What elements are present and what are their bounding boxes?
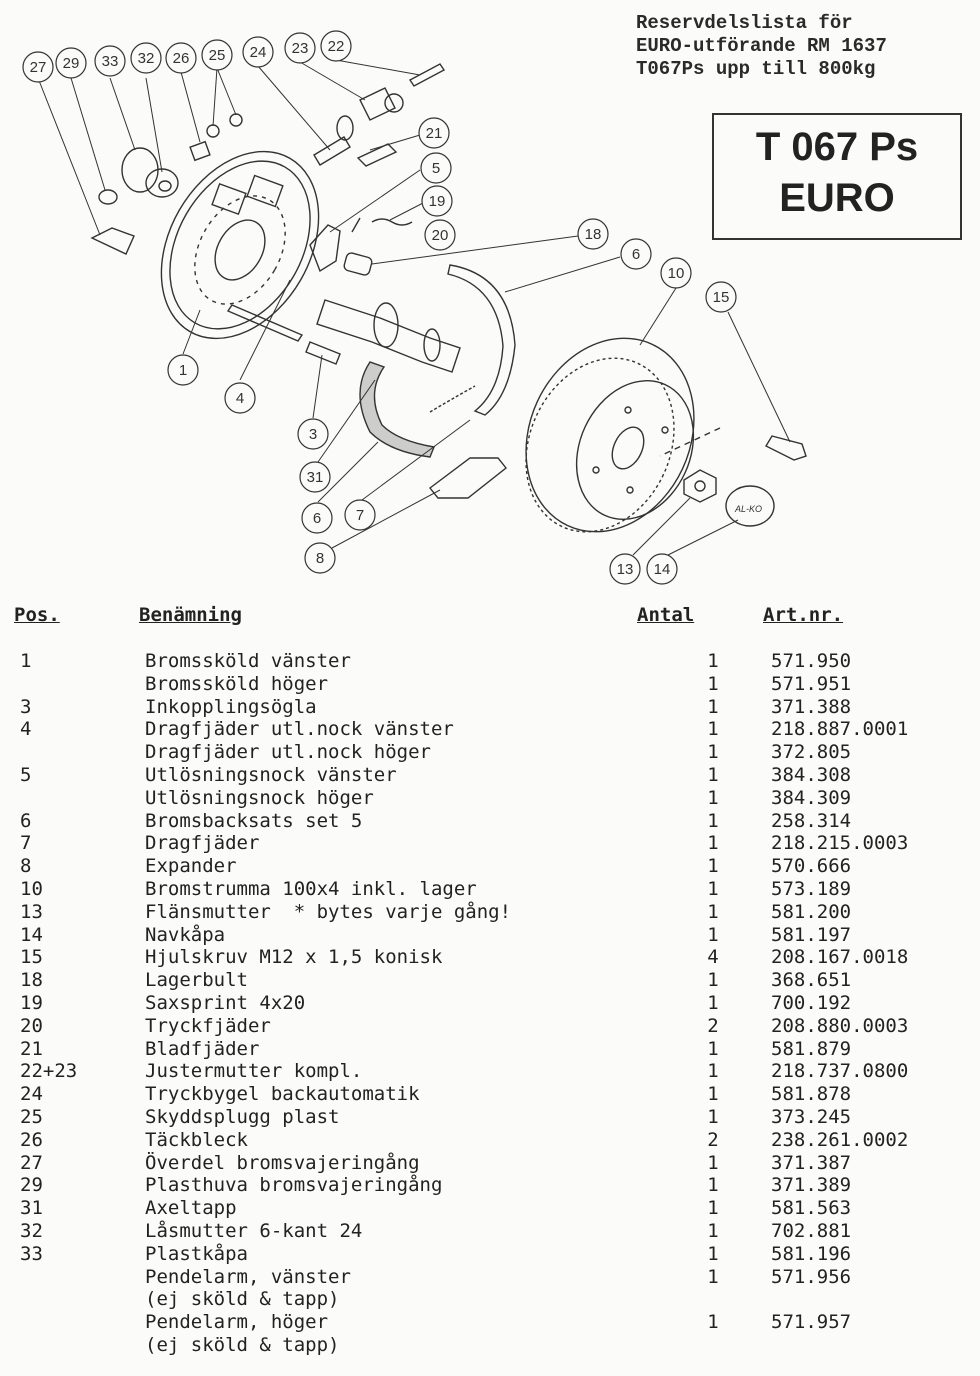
callout-label: 1 <box>178 362 188 379</box>
qty-cell: 1 <box>707 1105 719 1128</box>
pos-cell: 18 <box>20 969 43 992</box>
callout-13 <box>610 554 640 584</box>
qty-cell: 1 <box>707 1265 719 1288</box>
table-row <box>14 1334 971 1357</box>
model-code: T 067 Ps <box>755 125 919 169</box>
pos-cell: 29 <box>20 1174 43 1197</box>
table-row <box>14 992 971 1015</box>
header-line-1: Reservdelslista för <box>636 12 853 34</box>
callout-label: 21 <box>425 125 443 142</box>
art-cell: 218.215.0003 <box>771 832 909 855</box>
art-cell: 581.879 <box>771 1037 852 1060</box>
name-cell: Inkopplingsögla <box>145 695 317 718</box>
callout-label: 32 <box>137 50 155 67</box>
art-cell: 570.666 <box>771 855 852 878</box>
pos-cell: 19 <box>20 991 43 1014</box>
callout-label: 13 <box>616 561 634 578</box>
art-cell: 208.167.0018 <box>771 946 909 969</box>
callout-23 <box>285 33 315 63</box>
name-cell: Skyddsplugg plast <box>145 1105 340 1128</box>
name-cell: Expander <box>145 855 237 878</box>
callout-32 <box>131 43 161 73</box>
table-row <box>14 1015 971 1038</box>
table-row <box>14 1060 971 1083</box>
art-cell: 571.950 <box>771 650 852 672</box>
table-row <box>14 1243 971 1266</box>
qty-cell: 1 <box>707 855 719 878</box>
pos-cell: 4 <box>20 718 32 741</box>
table-row <box>14 696 971 719</box>
art-cell: 581.563 <box>771 1197 852 1220</box>
art-cell: 218.737.0800 <box>771 1060 909 1083</box>
art-cell: 571.951 <box>771 672 852 695</box>
callout-label: 8 <box>315 550 325 567</box>
pos-cell: 10 <box>20 877 43 900</box>
pos-cell <box>14 1288 145 1311</box>
callout-27 <box>23 52 53 82</box>
art-cell: 372.805 <box>771 741 852 764</box>
name-cell: (ej sköld & tapp) <box>145 1288 340 1311</box>
name-cell: Bromsbacksats set 5 <box>145 809 363 832</box>
name-cell: Navkåpa <box>145 923 226 946</box>
name-cell: Utlösningsnock vänster <box>145 763 397 786</box>
pos-cell: 26 <box>20 1128 43 1151</box>
name-cell: (ej sköld & tapp) <box>145 1333 340 1356</box>
name-cell: Tryckbygel backautomatik <box>145 1083 420 1106</box>
qty-cell: 4 <box>707 946 719 969</box>
qty-cell: 1 <box>707 650 719 672</box>
art-cell: 371.387 <box>771 1151 852 1174</box>
table-row <box>14 1038 971 1061</box>
callout-31 <box>300 462 330 492</box>
name-cell: Bromssköld vänster <box>145 650 351 672</box>
qty-cell: 1 <box>707 1151 719 1174</box>
art-cell: 371.389 <box>771 1174 852 1197</box>
pos-cell: 22+23 <box>20 1060 78 1083</box>
callout-label: 6 <box>631 246 641 263</box>
qty-cell: 1 <box>707 763 719 786</box>
callout-14 <box>647 554 677 584</box>
pos-cell: 21 <box>20 1037 43 1060</box>
table-row <box>14 1197 971 1220</box>
pos-cell <box>14 1311 145 1334</box>
name-cell: Täckbleck <box>145 1128 248 1151</box>
name-cell: Bromssköld höger <box>145 672 329 695</box>
table-row <box>14 1083 971 1106</box>
name-cell: Pendelarm, vänster <box>145 1265 351 1288</box>
qty-cell: 1 <box>707 969 719 992</box>
qty-cell: 1 <box>707 1219 719 1242</box>
qty-cell: 1 <box>707 718 719 741</box>
name-cell: Axeltapp <box>145 1197 237 1220</box>
col-header-pos: Pos. <box>14 604 60 626</box>
art-cell: 384.308 <box>771 763 852 786</box>
art-cell: 571.956 <box>771 1265 852 1288</box>
name-cell: Hjulskruv M12 x 1,5 konisk <box>145 946 443 969</box>
name-cell: Dragfjäder <box>145 832 260 855</box>
table-row <box>14 1311 971 1334</box>
name-cell: Pendelarm, höger <box>145 1311 329 1334</box>
table-row <box>14 1266 971 1289</box>
axle-stub-drawing <box>317 300 460 372</box>
pos-cell: 25 <box>20 1105 43 1128</box>
callout-10 <box>661 258 691 288</box>
callout-6 <box>621 239 651 269</box>
qty-cell: 1 <box>707 1060 719 1083</box>
qty-cell: 1 <box>707 1083 719 1106</box>
pos-cell: 5 <box>20 763 32 786</box>
pos-cell <box>14 1266 145 1289</box>
name-cell: Saxsprint 4x20 <box>145 991 306 1014</box>
callout-24 <box>243 37 273 67</box>
table-row <box>14 969 971 992</box>
pos-cell: 3 <box>20 695 32 718</box>
pos-cell: 8 <box>20 855 32 878</box>
art-cell: 702.881 <box>771 1219 852 1242</box>
pos-cell <box>14 787 145 810</box>
table-row <box>14 673 971 696</box>
callout-15 <box>706 282 736 312</box>
name-cell: Flänsmutter * bytes varje gång! <box>145 900 512 923</box>
qty-cell: 1 <box>707 877 719 900</box>
table-row <box>14 924 971 947</box>
table-row <box>14 810 971 833</box>
art-cell: 258.314 <box>771 809 852 832</box>
pos-cell: 6 <box>20 809 32 832</box>
qty-cell: 1 <box>707 1174 719 1197</box>
header-line-2: EURO-utförande RM 1637 <box>636 35 887 57</box>
callout-26 <box>166 43 196 73</box>
callout-label: 6 <box>312 510 322 527</box>
top-small-parts-drawing <box>190 64 444 166</box>
pos-cell <box>14 741 145 764</box>
pos-cell: 33 <box>20 1242 43 1265</box>
art-cell: 368.651 <box>771 969 852 992</box>
qty-cell: 1 <box>707 991 719 1014</box>
table-row <box>14 741 971 764</box>
callout-label: 7 <box>355 507 365 524</box>
callout-label: 15 <box>712 289 730 306</box>
cable-inlet-drawing <box>92 148 178 254</box>
callout-label: 19 <box>428 193 446 210</box>
qty-cell: 2 <box>707 1128 719 1151</box>
qty-cell: 1 <box>707 832 719 855</box>
callout-label: 33 <box>101 53 119 70</box>
name-cell: Överdel bromsvajeringång <box>145 1151 420 1174</box>
qty-cell: 1 <box>707 900 719 923</box>
brake-shoes-drawing <box>360 265 515 457</box>
callout-label: 3 <box>308 426 318 443</box>
name-cell: Tryckfjäder <box>145 1014 271 1037</box>
callout-22 <box>321 31 351 61</box>
art-cell: 700.192 <box>771 991 852 1014</box>
table-row <box>14 1174 971 1197</box>
parts-table <box>14 650 971 1357</box>
art-cell: 208.880.0003 <box>771 1014 909 1037</box>
art-cell <box>771 1334 971 1357</box>
art-cell: 581.200 <box>771 900 852 923</box>
table-row <box>14 1152 971 1175</box>
exploded-brake-diagram <box>0 0 980 600</box>
table-row <box>14 718 971 741</box>
name-cell: Plastkåpa <box>145 1242 248 1265</box>
name-cell: Justermutter kompl. <box>145 1060 363 1083</box>
name-cell: Dragfjäder utl.nock höger <box>145 741 431 764</box>
art-cell: 581.197 <box>771 923 852 946</box>
art-cell: 384.309 <box>771 786 852 809</box>
table-row <box>14 878 971 901</box>
brake-drum-drawing <box>495 311 725 560</box>
table-row <box>14 1106 971 1129</box>
table-row <box>14 1129 971 1152</box>
pos-cell: 15 <box>20 946 43 969</box>
pos-cell: 14 <box>20 923 43 946</box>
table-row <box>14 650 971 673</box>
model-variant: EURO <box>779 176 895 220</box>
name-cell: Bladfjäder <box>145 1037 260 1060</box>
callout-4 <box>225 383 255 413</box>
art-cell: 573.189 <box>771 877 852 900</box>
callout-label: 18 <box>584 226 602 243</box>
qty-cell: 2 <box>707 1014 719 1037</box>
callout-6 <box>302 503 332 533</box>
col-header-name: Benämning <box>139 604 242 626</box>
table-row <box>14 1220 971 1243</box>
lever-spring-parts-drawing <box>228 218 412 364</box>
qty-cell: 1 <box>707 809 719 832</box>
callout-label: 4 <box>235 390 245 407</box>
callout-1 <box>168 355 198 385</box>
callout-18 <box>578 219 608 249</box>
callout-label: 14 <box>653 561 671 578</box>
qty-cell: 1 <box>707 1242 719 1265</box>
header-line-3: T067Ps upp till 800kg <box>636 58 876 80</box>
table-row <box>14 1288 971 1311</box>
qty-cell <box>655 1288 771 1311</box>
callout-label: 27 <box>29 59 47 76</box>
callout-label: 24 <box>249 44 267 61</box>
art-cell: 218.887.0001 <box>771 718 909 741</box>
callout-label: 23 <box>291 40 309 57</box>
callout-label: 25 <box>208 47 226 64</box>
qty-cell <box>655 1334 771 1357</box>
pos-cell <box>14 673 145 696</box>
qty-cell: 1 <box>707 695 719 718</box>
art-cell <box>771 1288 971 1311</box>
table-row <box>14 901 971 924</box>
callout-19 <box>422 186 452 216</box>
name-cell: Plasthuva bromsvajeringång <box>145 1174 443 1197</box>
callout-8 <box>305 543 335 573</box>
callout-33 <box>95 46 125 76</box>
hub-nut-cap-bolt-drawing <box>660 428 806 526</box>
qty-cell: 1 <box>707 786 719 809</box>
art-cell: 238.261.0002 <box>771 1128 909 1151</box>
qty-cell: 1 <box>707 923 719 946</box>
pos-cell: 31 <box>20 1197 43 1220</box>
art-cell: 373.245 <box>771 1105 852 1128</box>
qty-cell: 1 <box>707 672 719 695</box>
table-row <box>14 832 971 855</box>
callout-5 <box>421 153 451 183</box>
callout-label: 5 <box>431 160 441 177</box>
table-row <box>14 855 971 878</box>
pos-cell: 7 <box>20 832 32 855</box>
table-row <box>14 764 971 787</box>
callout-25 <box>202 40 232 70</box>
leader-lines <box>38 60 790 555</box>
callout-label: 20 <box>431 227 449 244</box>
pos-cell <box>14 1334 145 1357</box>
callout-label: 26 <box>172 50 190 67</box>
callout-label: 29 <box>62 55 80 72</box>
col-header-art: Art.nr. <box>763 604 844 626</box>
qty-cell: 1 <box>707 1197 719 1220</box>
name-cell: Låsmutter 6-kant 24 <box>145 1219 363 1242</box>
name-cell: Utlösningsnock höger <box>145 786 374 809</box>
callout-29 <box>56 48 86 78</box>
callout-label: 22 <box>327 38 345 55</box>
name-cell: Dragfjäder utl.nock vänster <box>145 718 454 741</box>
qty-cell: 1 <box>707 741 719 764</box>
pos-cell: 1 <box>20 650 32 672</box>
qty-cell: 1 <box>707 1037 719 1060</box>
pos-cell: 32 <box>20 1219 43 1242</box>
table-row <box>14 787 971 810</box>
expander-drawing <box>430 458 506 498</box>
pos-cell: 24 <box>20 1083 43 1106</box>
callout-3 <box>298 419 328 449</box>
pos-cell: 20 <box>20 1014 43 1037</box>
pos-cell: 13 <box>20 900 43 923</box>
callout-7 <box>345 500 375 530</box>
art-cell: 571.957 <box>771 1311 852 1334</box>
callout-20 <box>425 220 455 250</box>
col-header-qty: Antal <box>637 604 695 626</box>
callout-21 <box>419 118 449 148</box>
table-row <box>14 946 971 969</box>
callout-label: 10 <box>667 265 685 282</box>
art-cell: 581.196 <box>771 1242 852 1265</box>
art-cell: 371.388 <box>771 695 852 718</box>
art-cell: 581.878 <box>771 1083 852 1106</box>
name-cell: Bromstrumma 100x4 inkl. lager <box>145 877 477 900</box>
hub-cap-logo-text: AL-KO <box>735 504 763 514</box>
qty-cell: 1 <box>707 1311 719 1334</box>
name-cell: Lagerbult <box>145 969 248 992</box>
parts-table-body <box>14 650 971 1357</box>
pos-cell: 27 <box>20 1151 43 1174</box>
callout-label: 31 <box>306 469 324 486</box>
